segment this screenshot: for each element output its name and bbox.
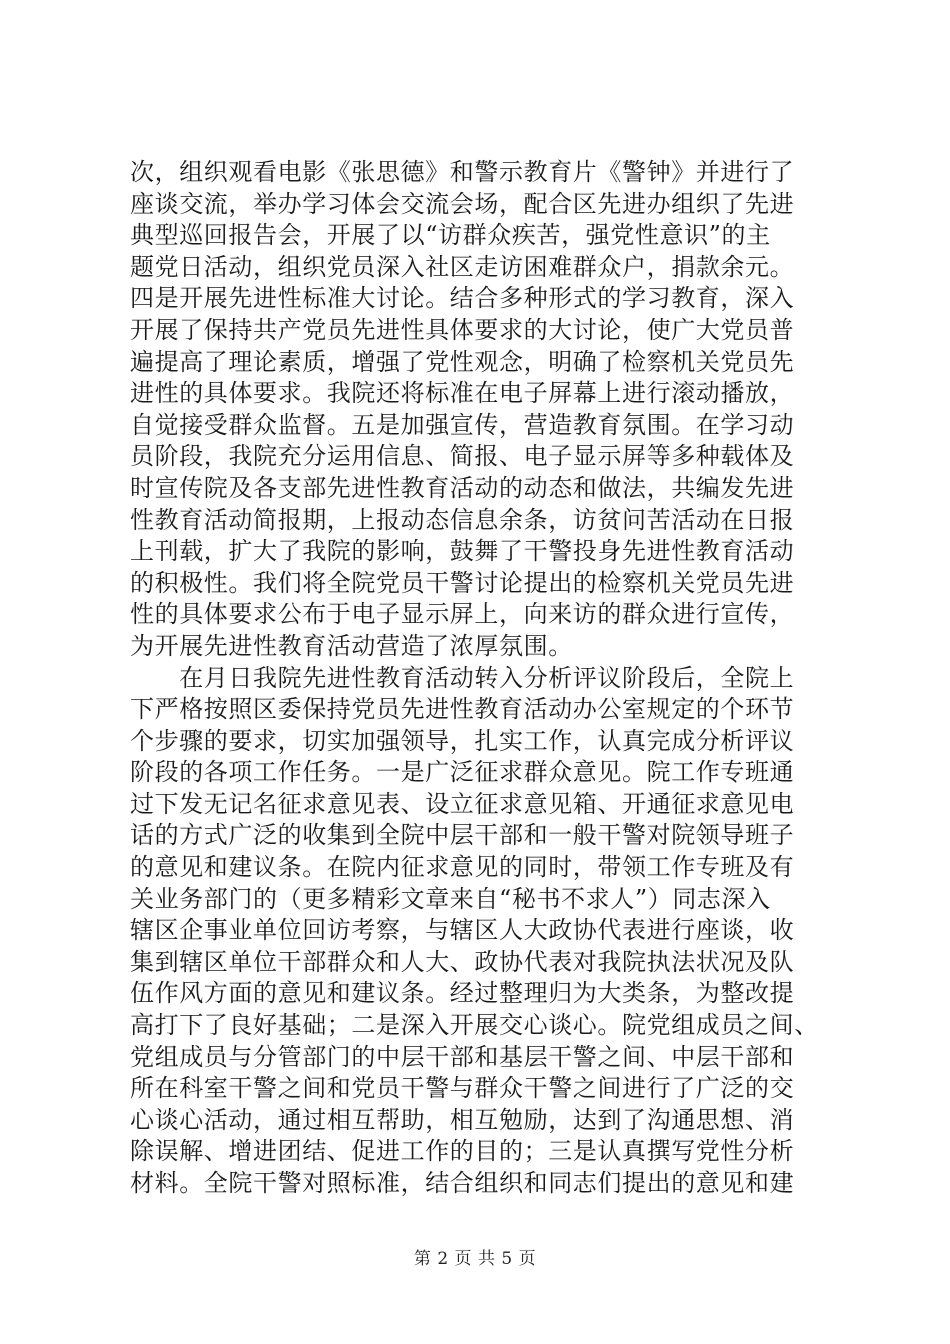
text-line: 辖区企事业单位回访考察，与辖区人大政协代表进行座谈，收 [130, 916, 795, 945]
text-line: 典型巡回报告会，开展了以“访群众疾苦，强党性意识”的主 [130, 221, 771, 250]
text-line: 次，组织观看电影《张思德》和警示教育片《警钟》并进行了 [130, 158, 795, 186]
text-line: 关业务部门的（更多精彩文章来自“秘书不求人”）同志深入 [130, 884, 771, 913]
text-line: 自觉接受群众监督。五是加强宣传，营造教育氛围。在学习动 [130, 410, 795, 439]
text-line: 心谈心活动，通过相互帮助，相互勉励，达到了沟通思想、消 [130, 1105, 795, 1134]
text-line: 过下发无记名征求意见表、设立征求意见箱、开通征求意见电 [130, 789, 795, 818]
text-line: 四是开展先进性标准大讨论。结合多种形式的学习教育，深入 [130, 284, 795, 313]
text-line: 上刊载，扩大了我院的影响，鼓舞了干警投身先进性教育活动 [130, 537, 795, 566]
body-text [130, 157, 830, 1200]
page-footer: 第 2 页 共 5 页 [413, 1249, 537, 1269]
text-line: 的意见和建议条。在院内征求意见的同时，带领工作专班及有 [130, 853, 795, 882]
text-line: 座谈交流，举办学习体会交流会场，配合区先进办组织了先进 [130, 189, 795, 218]
text-line: 高打下了良好基础；二是深入开展交心谈心。院党组成员之间、 [130, 1011, 819, 1040]
text-line: 除误解、增进团结、促进工作的目的；三是认真撰写党性分析 [130, 1137, 795, 1166]
text-line: 集到辖区单位干部群众和人大、政协代表对我院执法状况及队 [130, 947, 795, 976]
text-line: 党组成员与分管部门的中层干部和基层干警之间、中层干部和 [130, 1042, 795, 1071]
text-line: 题党日活动，组织党员深入社区走访困难群众户，捐款余元。 [130, 252, 795, 281]
text-line: 话的方式广泛的收集到全院中层干部和一般干警对院领导班子 [130, 821, 795, 850]
text-line: 员阶段，我院充分运用信息、简报、电子显示屏等多种载体及 [130, 442, 795, 471]
text-line: 所在科室干警之间和党员干警与群众干警之间进行了广泛的交 [130, 1074, 795, 1103]
text-line: 个步骤的要求，切实加强领导，扎实工作，认真完成分析评议 [130, 726, 795, 755]
text-line: 在月日我院先进性教育活动转入分析评议阶段后，全院上 [130, 663, 795, 692]
text-line: 进性的具体要求。我院还将标准在电子屏幕上进行滚动播放， [130, 379, 795, 408]
text-line: 性的具体要求公布于电子显示屏上，向来访的群众进行宣传， [130, 600, 795, 629]
text-line: 伍作风方面的意见和建议条。经过整理归为大类条，为整改提 [130, 979, 795, 1008]
text-line: 开展了保持共产党员先进性具体要求的大讨论，使广大党员普 [130, 315, 795, 344]
text-line: 阶段的各项工作任务。一是广泛征求群众意见。院工作专班通 [130, 758, 795, 787]
text-line: 材料。全院干警对照标准，结合组织和同志们提出的意见和建 [130, 1169, 795, 1197]
text-line: 的积极性。我们将全院党员干警讨论提出的检察机关党员先进 [130, 568, 795, 597]
text-line: 遍提高了理论素质，增强了党性观念，明确了检察机关党员先 [130, 347, 795, 376]
text-line: 时宣传院及各支部先进性教育活动的动态和做法，共编发先进 [130, 473, 795, 502]
text-line: 下严格按照区委保持党员先进性教育活动办公室规定的个环节 [130, 695, 795, 724]
text-line: 性教育活动简报期，上报动态信息余条，访贫问苦活动在日报 [130, 505, 795, 534]
text-line: 为开展先进性教育活动营造了浓厚氛围。 [130, 631, 573, 660]
